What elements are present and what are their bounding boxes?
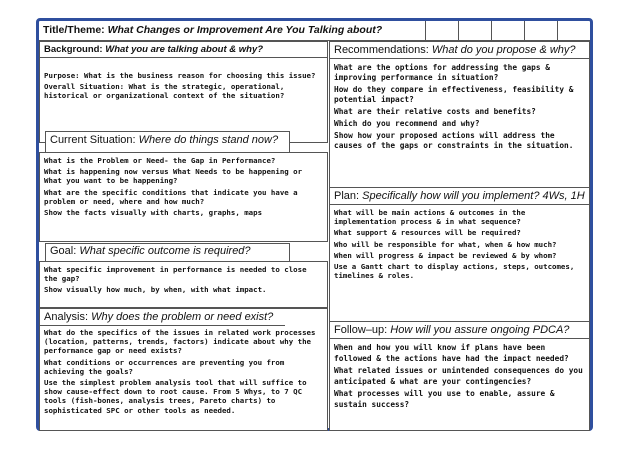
recommendations-line: What are their relative costs and benefits?	[334, 107, 536, 116]
plan-line: When will progress & impact be reviewed & by whom?	[334, 250, 557, 260]
plan-line: Use a Gantt chart to display actions, steps, outcomes, timelines & roles.	[334, 262, 575, 281]
plan-panel	[329, 187, 590, 322]
a3-report-frame	[36, 18, 593, 431]
background-heading	[40, 42, 327, 58]
current-line: What is happening now versus What Needs to be happening or What you want to be happening?	[44, 167, 303, 186]
recommendations-heading	[330, 42, 589, 59]
title-signoff-boxes	[425, 21, 590, 40]
recommendations-body	[330, 59, 589, 151]
goal-line: What specific improvement in performance is needed to close the gap?	[44, 265, 307, 284]
goal-heading-box	[45, 243, 290, 261]
plan-line: What support & resources will be required?	[334, 228, 521, 238]
signoff-box	[491, 21, 524, 40]
goal-label: Goal:	[50, 245, 77, 257]
goal-question: What specific outcome is required?	[79, 245, 251, 257]
followup-panel	[329, 321, 590, 431]
plan-question: Specifically how will you implement? 4Ws, 1H	[362, 190, 585, 202]
background-line: Overall Situation: What is the strategic, operational, historical or organizational context of the situation?	[44, 82, 285, 101]
followup-heading	[330, 322, 589, 339]
recommendations-line: What are the options for addressing the gaps & improving performance in situation?	[334, 63, 550, 82]
title-theme	[43, 24, 382, 36]
goal-line: Show visually how much, by when, with what impact.	[44, 285, 267, 295]
plan-line: What will be main actions & outcomes in the implementation process & in what sequence?	[334, 208, 526, 227]
recommendations-line: Show how your proposed actions will address the causes of the gaps or constraints in the situation.	[334, 131, 574, 150]
recommendations-panel	[329, 41, 590, 204]
signoff-box	[458, 21, 491, 40]
followup-body	[330, 339, 589, 410]
current-body	[40, 153, 327, 217]
goal-heading	[46, 244, 289, 259]
current-line: What are the specific conditions that indicate you have a problem or need, where and how much?	[44, 187, 298, 206]
recommendations-label: Recommendations:	[334, 44, 429, 56]
goal-panel	[39, 261, 328, 308]
background-panel	[39, 41, 328, 143]
signoff-box	[557, 21, 590, 40]
recommendations-question: What do you propose & why?	[431, 44, 576, 56]
current-line: Show the facts visually with charts, graphs, maps	[44, 208, 263, 218]
background-line: Purpose: What is the business reason for choosing this issue?	[44, 71, 316, 80]
background-body	[40, 58, 327, 101]
followup-line: What related issues or unintended consequences do you anticipated & what are your contingencies?	[334, 366, 583, 386]
current-heading	[46, 132, 289, 148]
followup-line: What processes will you use to enable, assure & sustain success?	[334, 389, 555, 409]
signoff-box	[524, 21, 557, 40]
analysis-line: What do the specifics of the issues in related work processes (location, patterns, trends, factors) indicate about why the performance gap or need exists?	[44, 328, 316, 356]
analysis-label: Analysis:	[44, 311, 89, 323]
analysis-body	[40, 326, 327, 415]
signoff-box	[425, 21, 458, 40]
current-question: Where do things stand now?	[138, 134, 279, 146]
background-question: What you are talking about & why?	[105, 44, 264, 55]
background-label: Background:	[44, 44, 103, 55]
followup-label: Follow–up:	[334, 324, 388, 336]
analysis-panel	[39, 308, 328, 431]
plan-label: Plan:	[334, 190, 360, 202]
current-line: What is the Problem or Need- the Gap in Performance?	[44, 156, 276, 165]
analysis-line: What conditions or occurrences are preventing you from achieving the goals?	[44, 357, 285, 376]
current-heading-box	[45, 131, 290, 152]
analysis-heading	[40, 309, 285, 326]
plan-body	[330, 205, 589, 280]
analysis-question: Why does the problem or need exist?	[91, 311, 274, 323]
analysis-line: Use the simplest problem analysis tool that will suffice to show cause-effect down to root cause. From 5 Whys, to 7 QC tools (fish-bones, analysis trees, Pareto charts) to sophisticated SPC or other tools as needed.	[44, 378, 307, 415]
plan-heading	[330, 188, 589, 205]
current-panel	[39, 152, 328, 242]
title-question: What Changes or Improvement Are You Talking about?	[107, 24, 383, 36]
followup-question: How will you assure ongoing PDCA?	[390, 324, 570, 336]
recommendations-line: How do they compare in effectiveness, feasibility & potential impact?	[334, 85, 574, 104]
plan-line: Who will be responsible for what, when & how much?	[334, 239, 557, 249]
recommendations-line: Which do you recommend and why?	[334, 119, 480, 128]
goal-body	[40, 262, 327, 295]
title-label: Title/Theme:	[43, 24, 105, 36]
current-label: Current Situation:	[50, 134, 136, 146]
title-bar	[39, 21, 590, 41]
followup-line: When and how you will know if plans have been followed & the actions have had the impact needed?	[334, 343, 569, 363]
